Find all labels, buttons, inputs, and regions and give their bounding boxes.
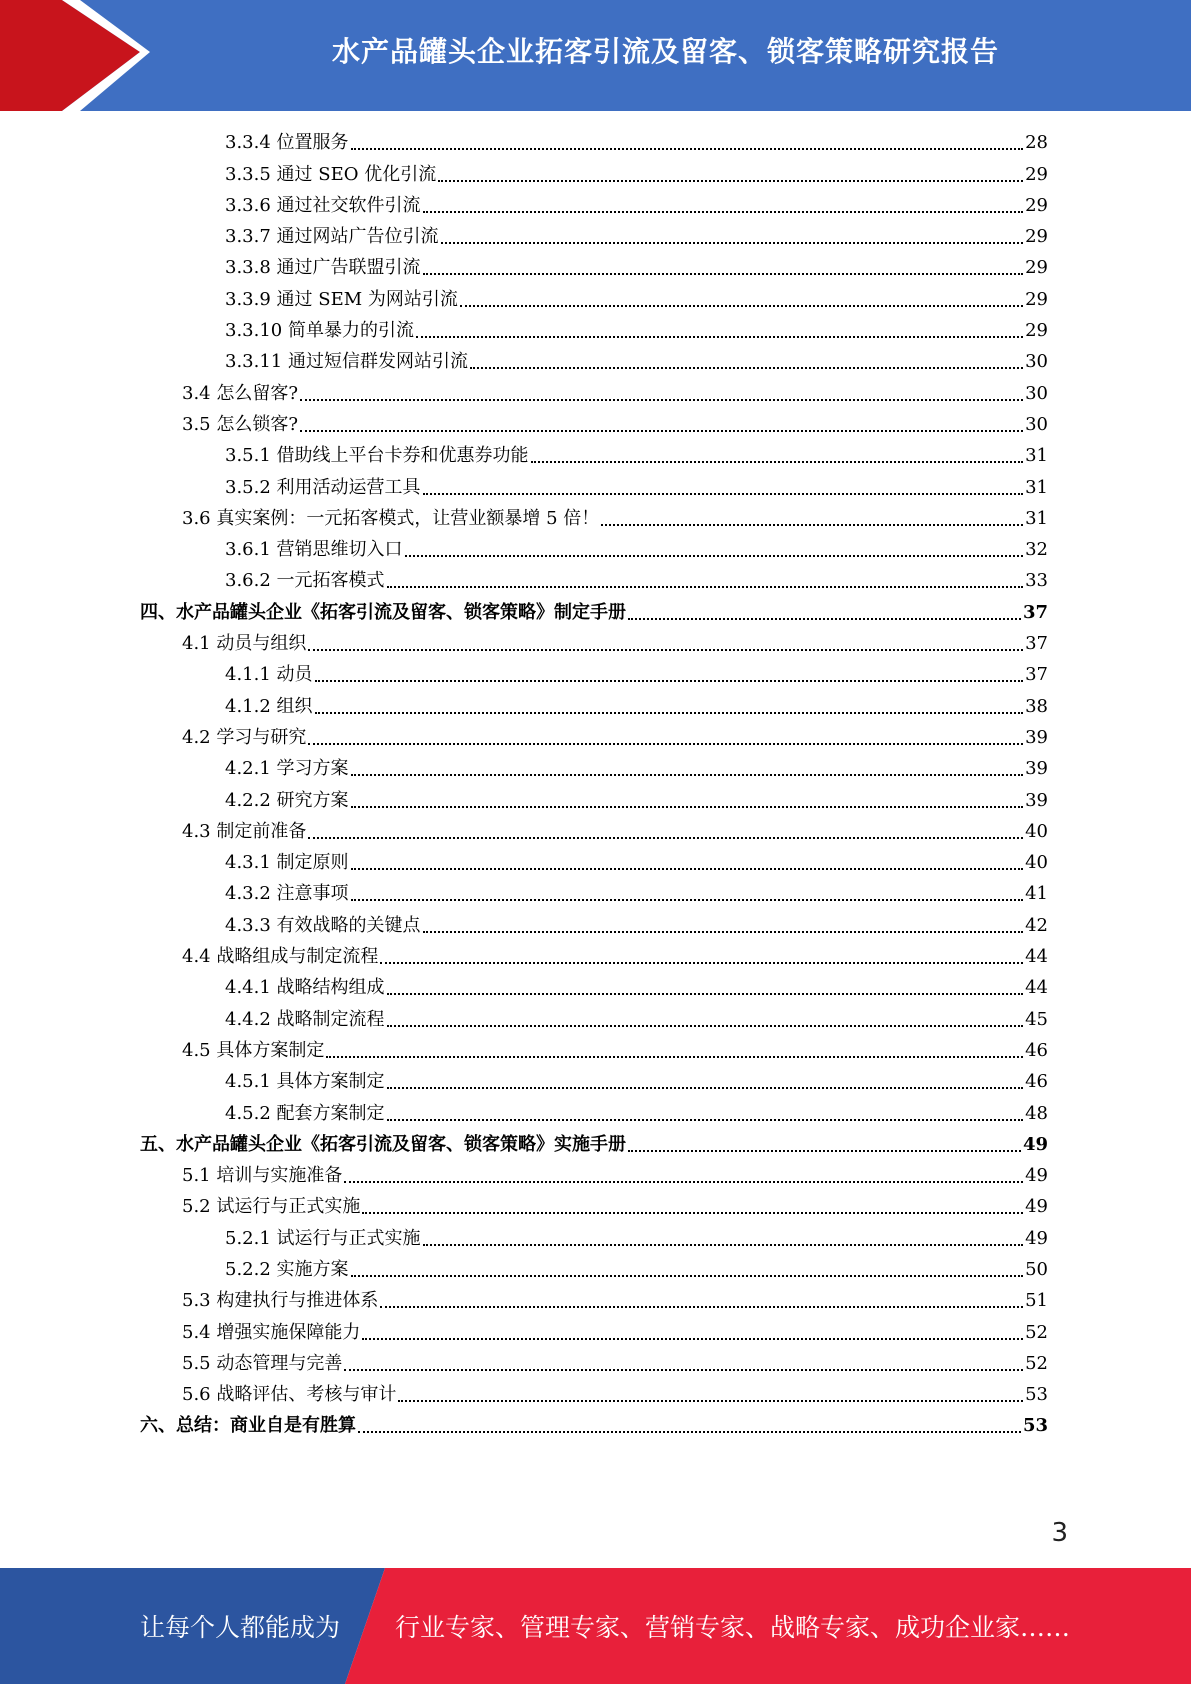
toc-entry-label: 5.2 试运行与正式实施: [182, 1196, 361, 1218]
toc-entry-label: 3.5.2 利用活动运营工具: [225, 476, 421, 498]
toc-dot-leader: [351, 899, 1024, 901]
toc-dot-leader: [438, 180, 1023, 182]
toc-entry[interactable]: [140, 971, 1048, 1002]
table-of-contents: [140, 126, 1048, 1440]
toc-entry-label: 五、水产品罐头企业《拓客引流及留客、锁客策略》实施手册: [140, 1133, 626, 1155]
toc-entry-label: 3.5.1 借助线上平台卡券和优惠券功能: [225, 445, 529, 467]
toc-entry-page: 53: [1025, 1384, 1048, 1406]
toc-entry-page: 29: [1025, 288, 1048, 310]
toc-entry[interactable]: [140, 1096, 1048, 1127]
toc-entry-page: 46: [1025, 1039, 1048, 1061]
toc-dot-leader: [423, 1244, 1024, 1246]
toc-entry-label: 4.2.2 研究方案: [225, 789, 349, 811]
toc-entry-page: 53: [1022, 1415, 1048, 1437]
toc-entry-label: 4.2.1 学习方案: [225, 758, 349, 780]
toc-entry-page: 29: [1025, 257, 1048, 279]
toc-entry-page: 30: [1025, 382, 1048, 404]
toc-dot-leader: [308, 837, 1023, 839]
toc-entry-label: 3.3.7 通过网站广告位引流: [225, 226, 439, 248]
toc-dot-leader: [358, 1431, 1021, 1433]
toc-entry[interactable]: [140, 940, 1048, 971]
toc-entry[interactable]: [140, 815, 1048, 846]
toc-entry-label: 4.1.1 动员: [225, 664, 313, 686]
toc-entry-page: 52: [1025, 1352, 1048, 1374]
toc-entry-page: 29: [1025, 163, 1048, 185]
footer-slogan-left: 让每个人都能成为: [140, 1613, 341, 1642]
toc-entry[interactable]: [140, 1190, 1048, 1221]
toc-entry[interactable]: [140, 1409, 1048, 1440]
toc-entry-page: 49: [1025, 1227, 1048, 1249]
toc-entry-page: 40: [1025, 852, 1048, 874]
toc-entry[interactable]: [140, 157, 1048, 188]
toc-dot-leader: [351, 806, 1024, 808]
toc-dot-leader: [387, 993, 1024, 995]
toc-entry-page: 31: [1025, 445, 1048, 467]
toc-entry-page: 33: [1025, 570, 1048, 592]
toc-entry-page: 51: [1025, 1290, 1048, 1312]
toc-entry-label: 3.4 怎么留客?: [182, 382, 298, 404]
toc-dot-leader: [423, 493, 1024, 495]
toc-entry-label: 3.3.5 通过 SEO 优化引流: [225, 163, 437, 185]
toc-entry-page: 45: [1025, 1008, 1048, 1030]
toc-entry[interactable]: [140, 282, 1048, 313]
toc-entry-label: 5.6 战略评估、考核与审计: [182, 1384, 397, 1406]
toc-entry-label: 4.1 动员与组织: [182, 633, 307, 655]
toc-entry[interactable]: [140, 533, 1048, 564]
toc-dot-leader: [351, 868, 1024, 870]
toc-dot-leader: [387, 586, 1024, 588]
toc-entry-page: 44: [1025, 946, 1048, 968]
toc-entry-label: 4.3.2 注意事项: [225, 883, 349, 905]
toc-entry[interactable]: [140, 1002, 1048, 1033]
toc-entry[interactable]: [140, 251, 1048, 282]
toc-dot-leader: [380, 1306, 1023, 1308]
toc-entry[interactable]: [140, 1347, 1048, 1378]
toc-entry[interactable]: [140, 408, 1048, 439]
toc-entry-label: 3.3.11 通过短信群发网站引流: [225, 351, 468, 373]
toc-entry-label: 5.4 增强实施保障能力: [182, 1321, 361, 1343]
toc-dot-leader: [531, 461, 1024, 463]
toc-dot-leader: [351, 148, 1024, 150]
page-number: 3: [1051, 1518, 1068, 1548]
toc-entry-label: 5.2.2 实施方案: [225, 1258, 349, 1280]
toc-entry[interactable]: [140, 1253, 1048, 1284]
toc-entry-label: 4.5.2 配套方案制定: [225, 1102, 385, 1124]
toc-entry[interactable]: [140, 627, 1048, 658]
toc-entry-page: 37: [1022, 601, 1048, 623]
toc-entry-page: 39: [1025, 789, 1048, 811]
toc-dot-leader: [344, 1181, 1023, 1183]
toc-entry[interactable]: [140, 783, 1048, 814]
toc-dot-leader: [398, 1400, 1023, 1402]
toc-dot-leader: [470, 367, 1023, 369]
toc-dot-leader: [441, 242, 1024, 244]
toc-entry-label: 四、水产品罐头企业《拓客引流及留客、锁客策略》制定手册: [140, 601, 626, 623]
toc-entry-label: 4.4.2 战略制定流程: [225, 1008, 385, 1030]
toc-dot-leader: [308, 743, 1023, 745]
toc-entry-label: 4.3.1 制定原则: [225, 852, 349, 874]
toc-entry-label: 3.3.10 简单暴力的引流: [225, 320, 414, 342]
toc-entry-label: 3.6 真实案例：一元拓客模式，让营业额暴增 5 倍！: [182, 507, 600, 529]
toc-entry-label: 4.5.1 具体方案制定: [225, 1071, 385, 1093]
toc-dot-leader: [308, 649, 1023, 651]
toc-entry-page: 31: [1025, 476, 1048, 498]
toc-dot-leader: [362, 1338, 1023, 1340]
toc-entry-page: 29: [1025, 194, 1048, 216]
toc-entry-label: 3.3.9 通过 SEM 为网站引流: [225, 288, 458, 310]
toc-dot-leader: [416, 336, 1023, 338]
toc-entry[interactable]: [140, 564, 1048, 595]
toc-dot-leader: [423, 931, 1024, 933]
toc-dot-leader: [351, 1275, 1024, 1277]
toc-entry[interactable]: [140, 721, 1048, 752]
toc-entry-page: 49: [1025, 1196, 1048, 1218]
toc-dot-leader: [387, 1119, 1024, 1121]
toc-dot-leader: [628, 1150, 1021, 1152]
toc-entry[interactable]: [140, 439, 1048, 470]
toc-entry-label: 3.6.1 营销思维切入口: [225, 539, 403, 561]
toc-entry-page: 29: [1025, 320, 1048, 342]
toc-entry[interactable]: [140, 1284, 1048, 1315]
toc-entry-label: 4.4.1 战略结构组成: [225, 977, 385, 999]
toc-entry[interactable]: [140, 1159, 1048, 1190]
toc-dot-leader: [351, 774, 1024, 776]
toc-entry-label: 5.5 动态管理与完善: [182, 1352, 343, 1374]
toc-entry[interactable]: [140, 1221, 1048, 1252]
toc-dot-leader: [628, 618, 1021, 620]
toc-entry-label: 4.4 战略组成与制定流程: [182, 946, 379, 968]
toc-entry[interactable]: [140, 314, 1048, 345]
toc-entry-label: 4.3.3 有效战略的关键点: [225, 914, 421, 936]
toc-dot-leader: [601, 524, 1023, 526]
toc-entry-page: 46: [1025, 1071, 1048, 1093]
toc-entry[interactable]: [140, 376, 1048, 407]
toc-entry-page: 31: [1025, 507, 1048, 529]
toc-entry-page: 39: [1025, 758, 1048, 780]
toc-entry[interactable]: [140, 345, 1048, 376]
toc-entry-page: 30: [1025, 413, 1048, 435]
toc-entry[interactable]: [140, 470, 1048, 501]
header-banner: [0, 0, 1191, 111]
toc-entry[interactable]: [140, 1315, 1048, 1346]
toc-dot-leader: [300, 430, 1023, 432]
toc-entry-label: 4.1.2 组织: [225, 695, 313, 717]
toc-entry-page: 38: [1025, 695, 1048, 717]
toc-dot-leader: [423, 273, 1024, 275]
toc-entry-page: 49: [1022, 1133, 1048, 1155]
toc-entry[interactable]: [140, 877, 1048, 908]
toc-entry[interactable]: [140, 658, 1048, 689]
toc-entry[interactable]: [140, 1128, 1048, 1159]
toc-entry-label: 3.3.4 位置服务: [225, 132, 349, 154]
toc-entry-label: 3.3.8 通过广告联盟引流: [225, 257, 421, 279]
toc-dot-leader: [315, 712, 1024, 714]
toc-entry[interactable]: [140, 689, 1048, 720]
toc-dot-leader: [315, 680, 1024, 682]
toc-entry-label: 5.1 培训与实施准备: [182, 1165, 343, 1187]
toc-entry-page: 37: [1025, 633, 1048, 655]
toc-entry[interactable]: [140, 752, 1048, 783]
toc-entry-page: 50: [1025, 1258, 1048, 1280]
toc-entry-page: 39: [1025, 726, 1048, 748]
toc-dot-leader: [326, 1056, 1023, 1058]
toc-entry-page: 40: [1025, 820, 1048, 842]
toc-entry[interactable]: [140, 1065, 1048, 1096]
toc-entry-page: 29: [1025, 226, 1048, 248]
document-title: 水产品罐头企业拓客引流及留客、锁客策略研究报告: [331, 35, 999, 68]
toc-entry-label: 5.3 构建执行与推进体系: [182, 1290, 379, 1312]
toc-entry-page: 41: [1025, 883, 1048, 905]
toc-entry[interactable]: [140, 1034, 1048, 1065]
toc-entry[interactable]: [140, 126, 1048, 157]
toc-dot-leader: [362, 1212, 1023, 1214]
toc-entry-page: 28: [1025, 132, 1048, 154]
toc-entry-page: 44: [1025, 977, 1048, 999]
toc-entry-label: 4.5 具体方案制定: [182, 1039, 325, 1061]
toc-entry[interactable]: [140, 189, 1048, 220]
toc-entry-label: 3.3.6 通过社交软件引流: [225, 194, 421, 216]
toc-entry-page: 32: [1025, 539, 1048, 561]
toc-entry[interactable]: [140, 846, 1048, 877]
footer-banner: [0, 1568, 1191, 1684]
toc-dot-leader: [300, 399, 1023, 401]
toc-entry[interactable]: [140, 1378, 1048, 1409]
toc-entry-label: 4.3 制定前准备: [182, 820, 307, 842]
toc-dot-leader: [344, 1369, 1023, 1371]
toc-dot-leader: [387, 1087, 1024, 1089]
toc-entry-label: 5.2.1 试运行与正式实施: [225, 1227, 421, 1249]
toc-dot-leader: [423, 211, 1024, 213]
toc-entry-label: 3.5 怎么锁客?: [182, 413, 298, 435]
toc-entry[interactable]: [140, 502, 1048, 533]
toc-entry-page: 37: [1025, 664, 1048, 686]
toc-dot-leader: [405, 555, 1024, 557]
toc-entry[interactable]: [140, 595, 1048, 626]
toc-dot-leader: [387, 1025, 1024, 1027]
toc-entry-label: 4.2 学习与研究: [182, 726, 307, 748]
footer-slogan-right: 行业专家、管理专家、营销专家、战略专家、成功企业家……: [395, 1613, 1071, 1642]
toc-entry-page: 48: [1025, 1102, 1048, 1124]
toc-entry-page: 30: [1025, 351, 1048, 373]
toc-entry-label: 六、总结：商业自是有胜算: [140, 1415, 356, 1437]
toc-entry[interactable]: [140, 220, 1048, 251]
toc-dot-leader: [460, 305, 1023, 307]
toc-dot-leader: [380, 962, 1023, 964]
toc-entry-page: 42: [1025, 914, 1048, 936]
toc-entry-page: 52: [1025, 1321, 1048, 1343]
toc-entry[interactable]: [140, 908, 1048, 939]
toc-entry-label: 3.6.2 一元拓客模式: [225, 570, 385, 592]
toc-entry-page: 49: [1025, 1165, 1048, 1187]
